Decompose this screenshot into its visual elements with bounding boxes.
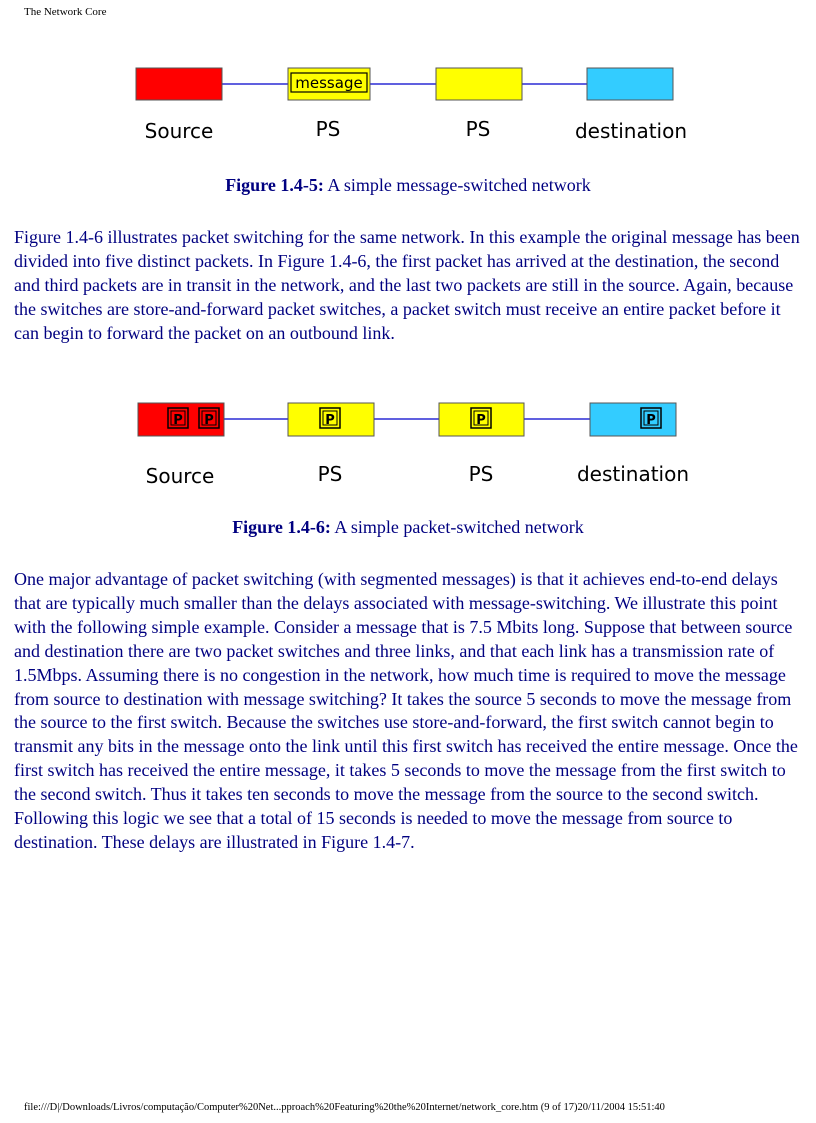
figure-caption-1-4-6 [0, 517, 816, 538]
packet [168, 408, 188, 428]
source-node [136, 68, 222, 100]
figure-caption-1-4-5 [0, 175, 816, 196]
svg-text:P: P [173, 413, 183, 428]
figure-1-4-5 [0, 60, 816, 155]
body-paragraph-2: One major advantage of packet switching (with segmented messages) is that it achieves end-to-end delays that are typically much smaller than the delays associated with message-switching. We illustrate this point with the following simple example. Consider a message that is 7.5 Mbits long. Suppose that between source and destination there are two packet switches and three links, and that each link has a transmission rate of 1.5Mbps. Assuming there is no congestion in the network, how much time is required to move the message from source to destination with message switching? It takes the source 5 seconds to move the message from the source to the first switch. Because the switches use store-and-forward, the first switch cannot begin to transmit any bits in the message onto the link until this first switch has received the entire message. Once the first switch has received the entire message, it takes 5 seconds to move the message from the first switch to the second switch. Thus it takes ten seconds to move the message from the source to the second switch. Following this logic we see that a total of 15 seconds is needed to move the message from source to destination. These delays are illustrated in Figure 1.4-7. [14, 569, 798, 852]
caption-number: Figure 1.4-6: [232, 517, 331, 537]
destination-label: destination [576, 462, 690, 486]
caption-text: A simple message-switched network [323, 175, 591, 195]
page-header: The Network Core [24, 6, 107, 18]
svg-text:P: P [325, 413, 335, 428]
switch-node-2 [436, 68, 522, 100]
source-label: Source [144, 119, 214, 143]
destination-node [587, 68, 673, 100]
packet [199, 408, 219, 428]
body-paragraph-1: Figure 1.4-6 illustrates packet switching for the same network. In this example the original message has been divided into five distinct packets. In Figure 1.4-6, the first packet has arrived at the destination, the second and third packets are in transit in the network, and the last two packets are still in the source. Again, because the switches are store-and-forward packet switches, a packet switch must receive an entire packet before it can begin to forward the packet on an outbound link. [14, 227, 800, 343]
switch-label-2: PS [465, 117, 491, 141]
packet [320, 408, 340, 428]
page-footer: file:///D|/Downloads/Livros/computação/Computer%20Net...pproach%20Featuring%20the%20Internet/network_core.htm (9 of 17)20/11/2004 15:51:40 [24, 1102, 665, 1113]
figure-1-4-6 [0, 394, 816, 494]
source-label: Source [145, 464, 215, 488]
destination-label: destination [574, 119, 688, 143]
destination-node [590, 403, 676, 436]
svg-text:P: P [204, 413, 214, 428]
switch-label-1: PS [315, 117, 341, 141]
packet [641, 408, 661, 428]
caption-text: A simple packet-switched network [330, 517, 584, 537]
caption-number: Figure 1.4-5: [225, 175, 324, 195]
svg-text:P: P [476, 413, 486, 428]
svg-text:P: P [646, 413, 656, 428]
message-label: message [295, 74, 363, 92]
switch-label-2: PS [468, 462, 494, 486]
switch-label-1: PS [317, 462, 343, 486]
packet [471, 408, 491, 428]
